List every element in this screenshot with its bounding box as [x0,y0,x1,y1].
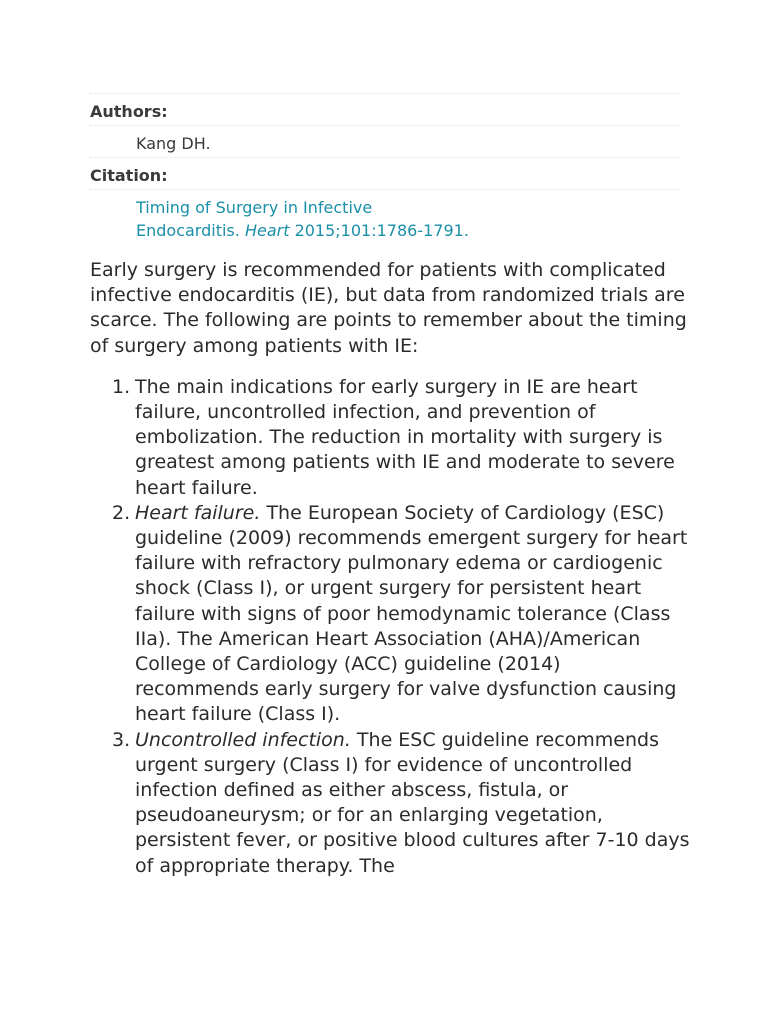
list-item-number: 2. [112,501,131,524]
list-item [90,375,690,501]
authors-value-row [90,125,680,157]
list-item-lead: Uncontrolled infection. [135,728,351,751]
list-item [90,501,690,728]
list-item-number: 3. [112,728,131,751]
intro-paragraph: Early surgery is recommended for patients with complicated infective endocarditis (IE), but data from randomized trials are scarce. The following are points to remember about the timing of surgery among patients with IE: [90,259,687,357]
citation-title-line2: Endocarditis. [136,221,240,240]
citation-value-row [90,189,680,242]
article-metadata [90,93,680,242]
list-item-text: The main indications for early surgery in IE are heart failure, uncontrolled infection, and prevention of embolization. The reduction in mortality with surgery is greatest among patients with IE and moderate to severe heart failure. [135,375,675,499]
list-item-lead: Heart failure. [135,501,261,524]
citation-details: 2015;101:1786-1791. [294,221,469,240]
list-item-text: The ESC guideline recommends urgent surgery (Class I) for evidence of uncontrolled infection defined as either abscess, fistula, or pseudoaneurysm; or for an enlarging vegetation, persistent fever, or positive blood cultures after 7-10 days of appropriate therapy. The [135,728,690,877]
list-item-text: The European Society of Cardiology (ESC) guideline (2009) recommends emergent surgery for heart failure with refractory pulmonary edema or cardiogenic shock (Class I), or urgent surgery for persistent heart failure with signs of poor hemodynamic tolerance (Class IIa). The American Heart Association (AHA)/American College of Cardiology (ACC) guideline (2014) recommends early surgery for valve dysfunction causing heart failure (Class I). [135,501,688,726]
key-points-list [90,375,690,879]
citation-journal: Heart [244,221,290,240]
citation-link[interactable] [90,190,680,242]
citation-label-row [90,157,680,189]
authors-label-row [90,93,680,125]
list-item [90,728,690,879]
article-body [90,258,690,879]
citation-label: Citation: [90,166,168,185]
authors-value: Kang DH. [136,134,211,153]
list-item-number: 1. [112,375,131,398]
authors-label: Authors: [90,102,168,121]
citation-title-line1: Timing of Surgery in Infective [136,198,373,217]
